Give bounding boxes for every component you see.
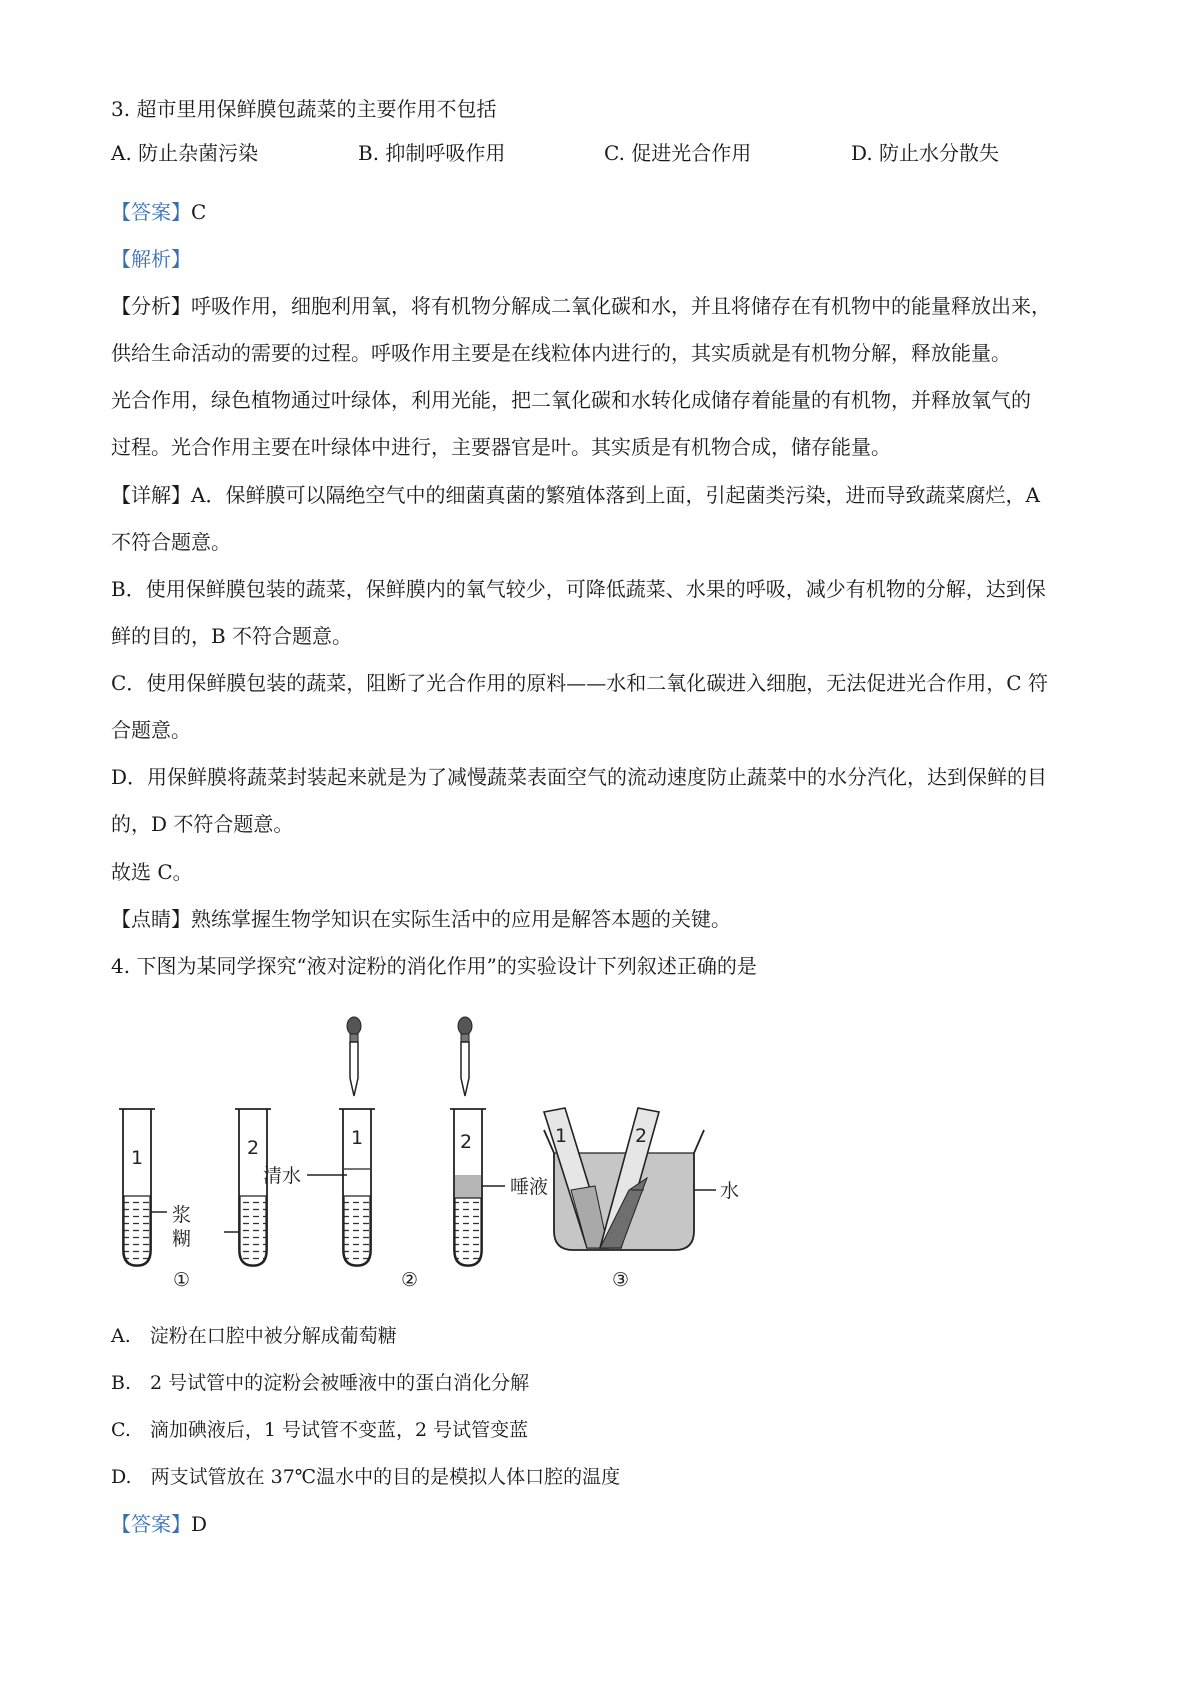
q3-option-a: A. 防止杂菌污染 <box>111 141 259 165</box>
analysis-line: 过程。光合作用主要在叶绿体中进行，主要器官是叶。其实质是有机物合成，储存能量。 <box>111 435 891 459</box>
q4-option-c: C. 滴加碘液后，1 号试管不变蓝，2 号试管变蓝 <box>111 1419 529 1441</box>
q4-option-a: A. 淀粉在口腔中被分解成葡萄糖 <box>111 1325 397 1347</box>
tube-number: 1 <box>351 1127 364 1149</box>
label-saliva: 唾液 <box>510 1176 549 1198</box>
dropper-1 <box>347 1017 361 1096</box>
q3-option-b: B. 抑制呼吸作用 <box>358 141 506 165</box>
q3-answer <box>111 199 206 225</box>
tube-1-step1 <box>119 1109 155 1266</box>
label-water: 水 <box>720 1180 740 1202</box>
tube-2-step1 <box>235 1109 271 1266</box>
analysis-line: 【点睛】熟练掌握生物学知识在实际生活中的应用是解答本题的关键。 <box>111 907 731 931</box>
analysis-line: 【分析】呼吸作用，细胞利用氧，将有机物分解成二氧化碳和水，并且将储存在有机物中的能量释放出来， <box>111 294 1051 318</box>
tube-2-step2 <box>450 1109 486 1266</box>
analysis-line: 供给生命活动的需要的过程。呼吸作用主要是在线粒体内进行的，其实质就是有机物分解，释放能量。 <box>111 341 1011 365</box>
analysis-line: 合题意。 <box>111 718 191 742</box>
analysis-line: 鲜的目的，B 不符合题意。 <box>111 624 353 648</box>
dropper-2 <box>458 1017 472 1096</box>
tube-number: 2 <box>635 1125 648 1147</box>
analysis-line: 故选 C。 <box>111 860 193 884</box>
analysis-line: 不符合题意。 <box>111 530 231 554</box>
water-bath <box>544 1108 704 1250</box>
label-paste-2: 糊 <box>172 1228 192 1250</box>
experiment-figure <box>111 1010 740 1300</box>
label-clear-water: 清水 <box>263 1165 302 1187</box>
step-marker-3: ③ <box>612 1269 630 1291</box>
tube-number: 1 <box>555 1125 568 1147</box>
analysis-line: B．使用保鲜膜包装的蔬菜，保鲜膜内的氧气较少，可降低蔬菜、水果的呼吸，减少有机物的分解，达到保 <box>111 577 1046 601</box>
q3-option-c: C. 促进光合作用 <box>604 141 752 165</box>
answer-value: D <box>191 1512 208 1536</box>
q4-stem: 4. 下图为某同学探究“液对淀粉的消化作用”的实验设计下列叙述正确的是 <box>111 954 757 978</box>
q4-answer <box>111 1511 207 1537</box>
analysis-line: 光合作用，绿色植物通过叶绿体，利用光能，把二氧化碳和水转化成储存着能量的有机物，并释放氧气的 <box>111 388 1031 412</box>
q4-option-d: D. 两支试管放在 37℃温水中的目的是模拟人体口腔的温度 <box>111 1466 621 1488</box>
step-marker-2: ② <box>401 1269 419 1291</box>
tube-number: 1 <box>131 1147 144 1169</box>
step-marker-1: ① <box>173 1269 191 1291</box>
tube-number: 2 <box>247 1137 260 1159</box>
tube-number: 2 <box>460 1131 473 1153</box>
label-paste-1: 浆 <box>172 1204 192 1226</box>
q3-option-d: D. 防止水分散失 <box>851 141 1000 165</box>
analysis-line: D．用保鲜膜将蔬菜封装起来就是为了减慢蔬菜表面空气的流动速度防止蔬菜中的水分汽化，达到保鲜的目 <box>111 765 1048 789</box>
q3-analysis-tag: 【解析】 <box>111 247 191 271</box>
answer-tag: 【答案】 <box>111 1512 191 1536</box>
q3-stem: 3. 超市里用保鲜膜包蔬菜的主要作用不包括 <box>111 97 497 121</box>
answer-tag: 【答案】 <box>111 200 191 224</box>
analysis-line: C．使用保鲜膜包装的蔬菜，阻断了光合作用的原料——水和二氧化碳进入细胞，无法促进光合作用，C 符 <box>111 671 1048 695</box>
tube-1-step2 <box>339 1109 375 1266</box>
q4-option-b: B. 2 号试管中的淀粉会被唾液中的蛋白消化分解 <box>111 1372 530 1394</box>
analysis-line: 的，D 不符合题意。 <box>111 812 294 836</box>
analysis-line: 【详解】A．保鲜膜可以隔绝空气中的细菌真菌的繁殖体落到上面，引起菌类污染，进而导致蔬菜腐烂，A <box>111 483 1040 507</box>
answer-value: C <box>191 200 207 224</box>
